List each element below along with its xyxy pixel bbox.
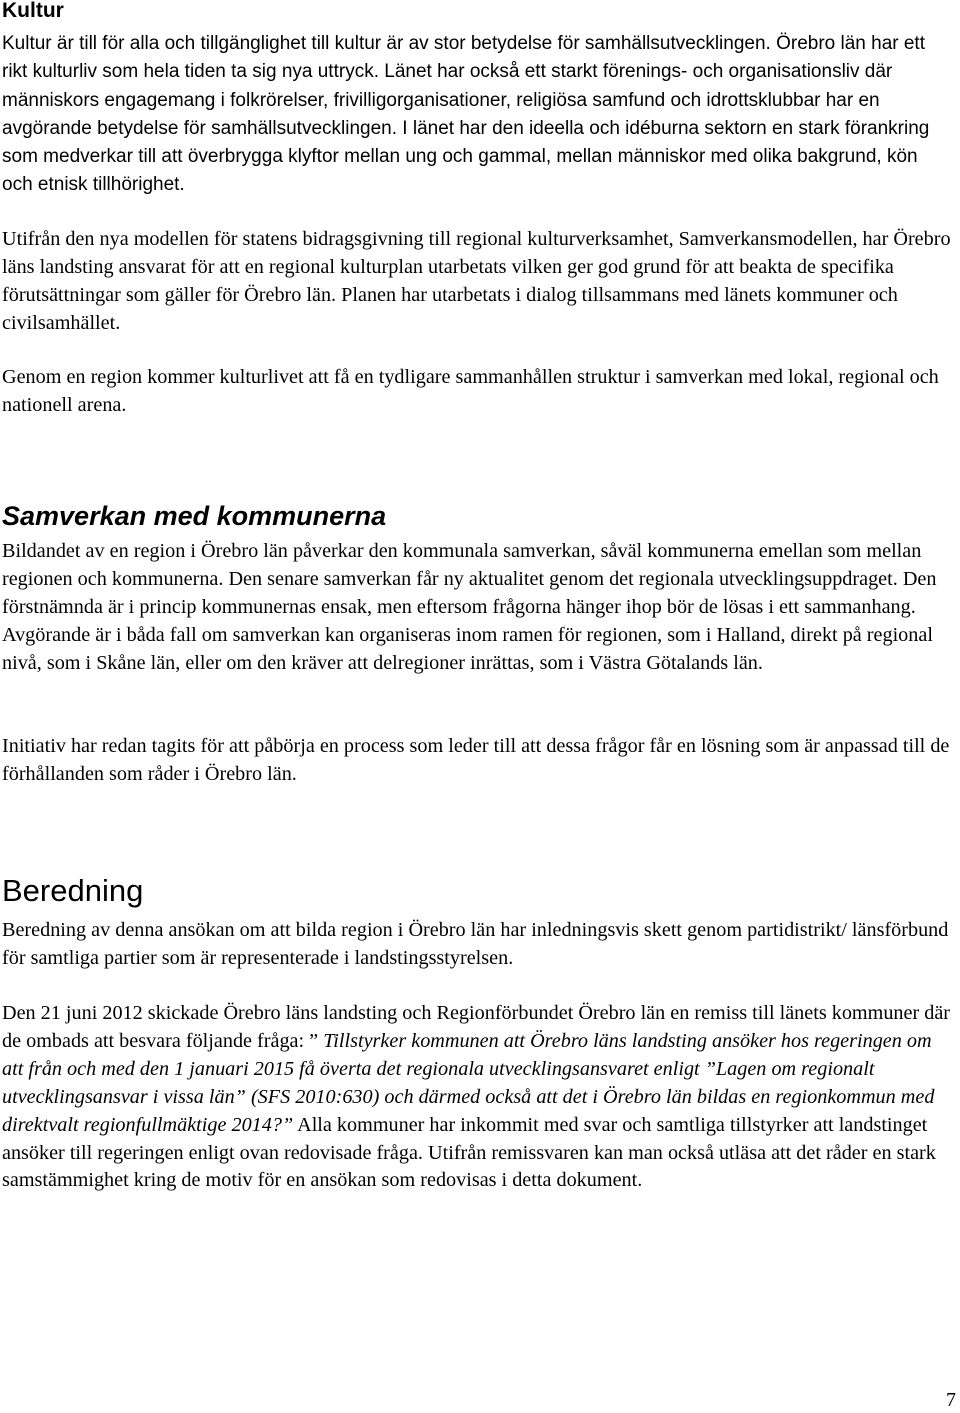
section-heading-beredning: Beredning (2, 873, 144, 908)
page-number: 7 (946, 1389, 956, 1411)
kultur-paragraph-2: Utifrån den nya modellen för statens bidragsgivning till regional kulturverksamhet, Samverkansmodellen, har Örebro läns landsting ansvarat för att en regional kulturplan utarbetats vilken ger god grund för att beakta de specifika förutsättningar som gäller för Örebro län. Planen har utarbetats i dialog tillsammans med länets kommuner och civilsamhället. (2, 228, 951, 334)
section-heading-kultur: Kultur (2, 0, 64, 22)
beredning-paragraph-2-end: Alla kommuner har inkommit med svar och samtliga tillstyrker att landstinget ansöker till regeringen enligt ovan redovisade fråga. Utifrån remissvaren kan man också utläsa att det råder en stark samstämmighet kring de motiv för en ansökan som redovisas i detta dokument. (2, 1113, 936, 1192)
beredning-paragraph-2-start: Den 21 juni 2012 skickade Örebro läns landsting och Regionförbundet Örebro län en remiss till länets kommuner där de ombads att besvara följande fråga: ” (2, 1002, 951, 1052)
remiss-question: Tillstyrker kommunen att Örebro läns landsting ansöker hos regeringen om att från och med den 1 januari 2015 få överta det regionala utvecklingsansvaret enligt ”Lagen om regionalt utvecklingsansvar i vissa län” (SFS 2010:630) och därmed också att det i Örebro län bildas en regionkommun med direktvalt regionfullmäktige 2014?” (2, 1029, 935, 1136)
kultur-paragraph-3: Genom en region kommer kulturlivet att få en tydligare sammanhållen struktur i samverkan med lokal, regional och nationell arena. (2, 366, 939, 416)
samverkan-paragraph-2: Initiativ har redan tagits för att påbörja en process som leder till att dessa frågor får en lösning som är anpassad till de förhållanden som råder i Örebro län. (2, 735, 950, 785)
section-heading-samverkan: Samverkan med kommunerna (2, 501, 387, 531)
beredning-paragraph-2 (2, 1000, 952, 1195)
samverkan-paragraph-1: Bildandet av en region i Örebro län påverkar den kommunala samverkan, såväl kommunerna emellan som mellan regionen och kommunerna. Den senare samverkan får ny aktualitet genom det regionala utvecklingsuppdraget. Den förstnämnda är i princip kommunernas ensak, men eftersom frågorna hänger ihop bör de lösas i ett sammanhang. Avgörande är i båda fall om samverkan kan organiseras inom ramen för regionen, som i Halland, direkt på regional nivå, som i Skåne län, eller om den kräver att delregioner inrättas, som i Västra Götalands län. (2, 540, 937, 674)
kultur-paragraph-1: Kultur är till för alla och tillgänglighet till kultur är av stor betydelse för samhällsutvecklingen. Örebro län har ett rikt kulturliv som hela tiden ta sig nya uttryck. Länet har också ett starkt förenings- och organisationsliv där människors engagemang i folkrörelser, frivilligorganisationer, religiösa samfund och idrottsklubbar har en avgörande betydelse för samhällsutvecklingen. I länet har den ideella och idéburna sektorn en stark förankring som medverkar till att överbrygga klyftor mellan ung och gammal, mellan människor med olika bakgrund, kön och etnisk tillhörighet. (2, 33, 930, 196)
beredning-paragraph-1: Beredning av denna ansökan om att bilda region i Örebro län har inledningsvis skett genom partidistrikt/ länsförbund för samtliga partier som är representerade i landstingsstyrelsen. (2, 919, 949, 969)
